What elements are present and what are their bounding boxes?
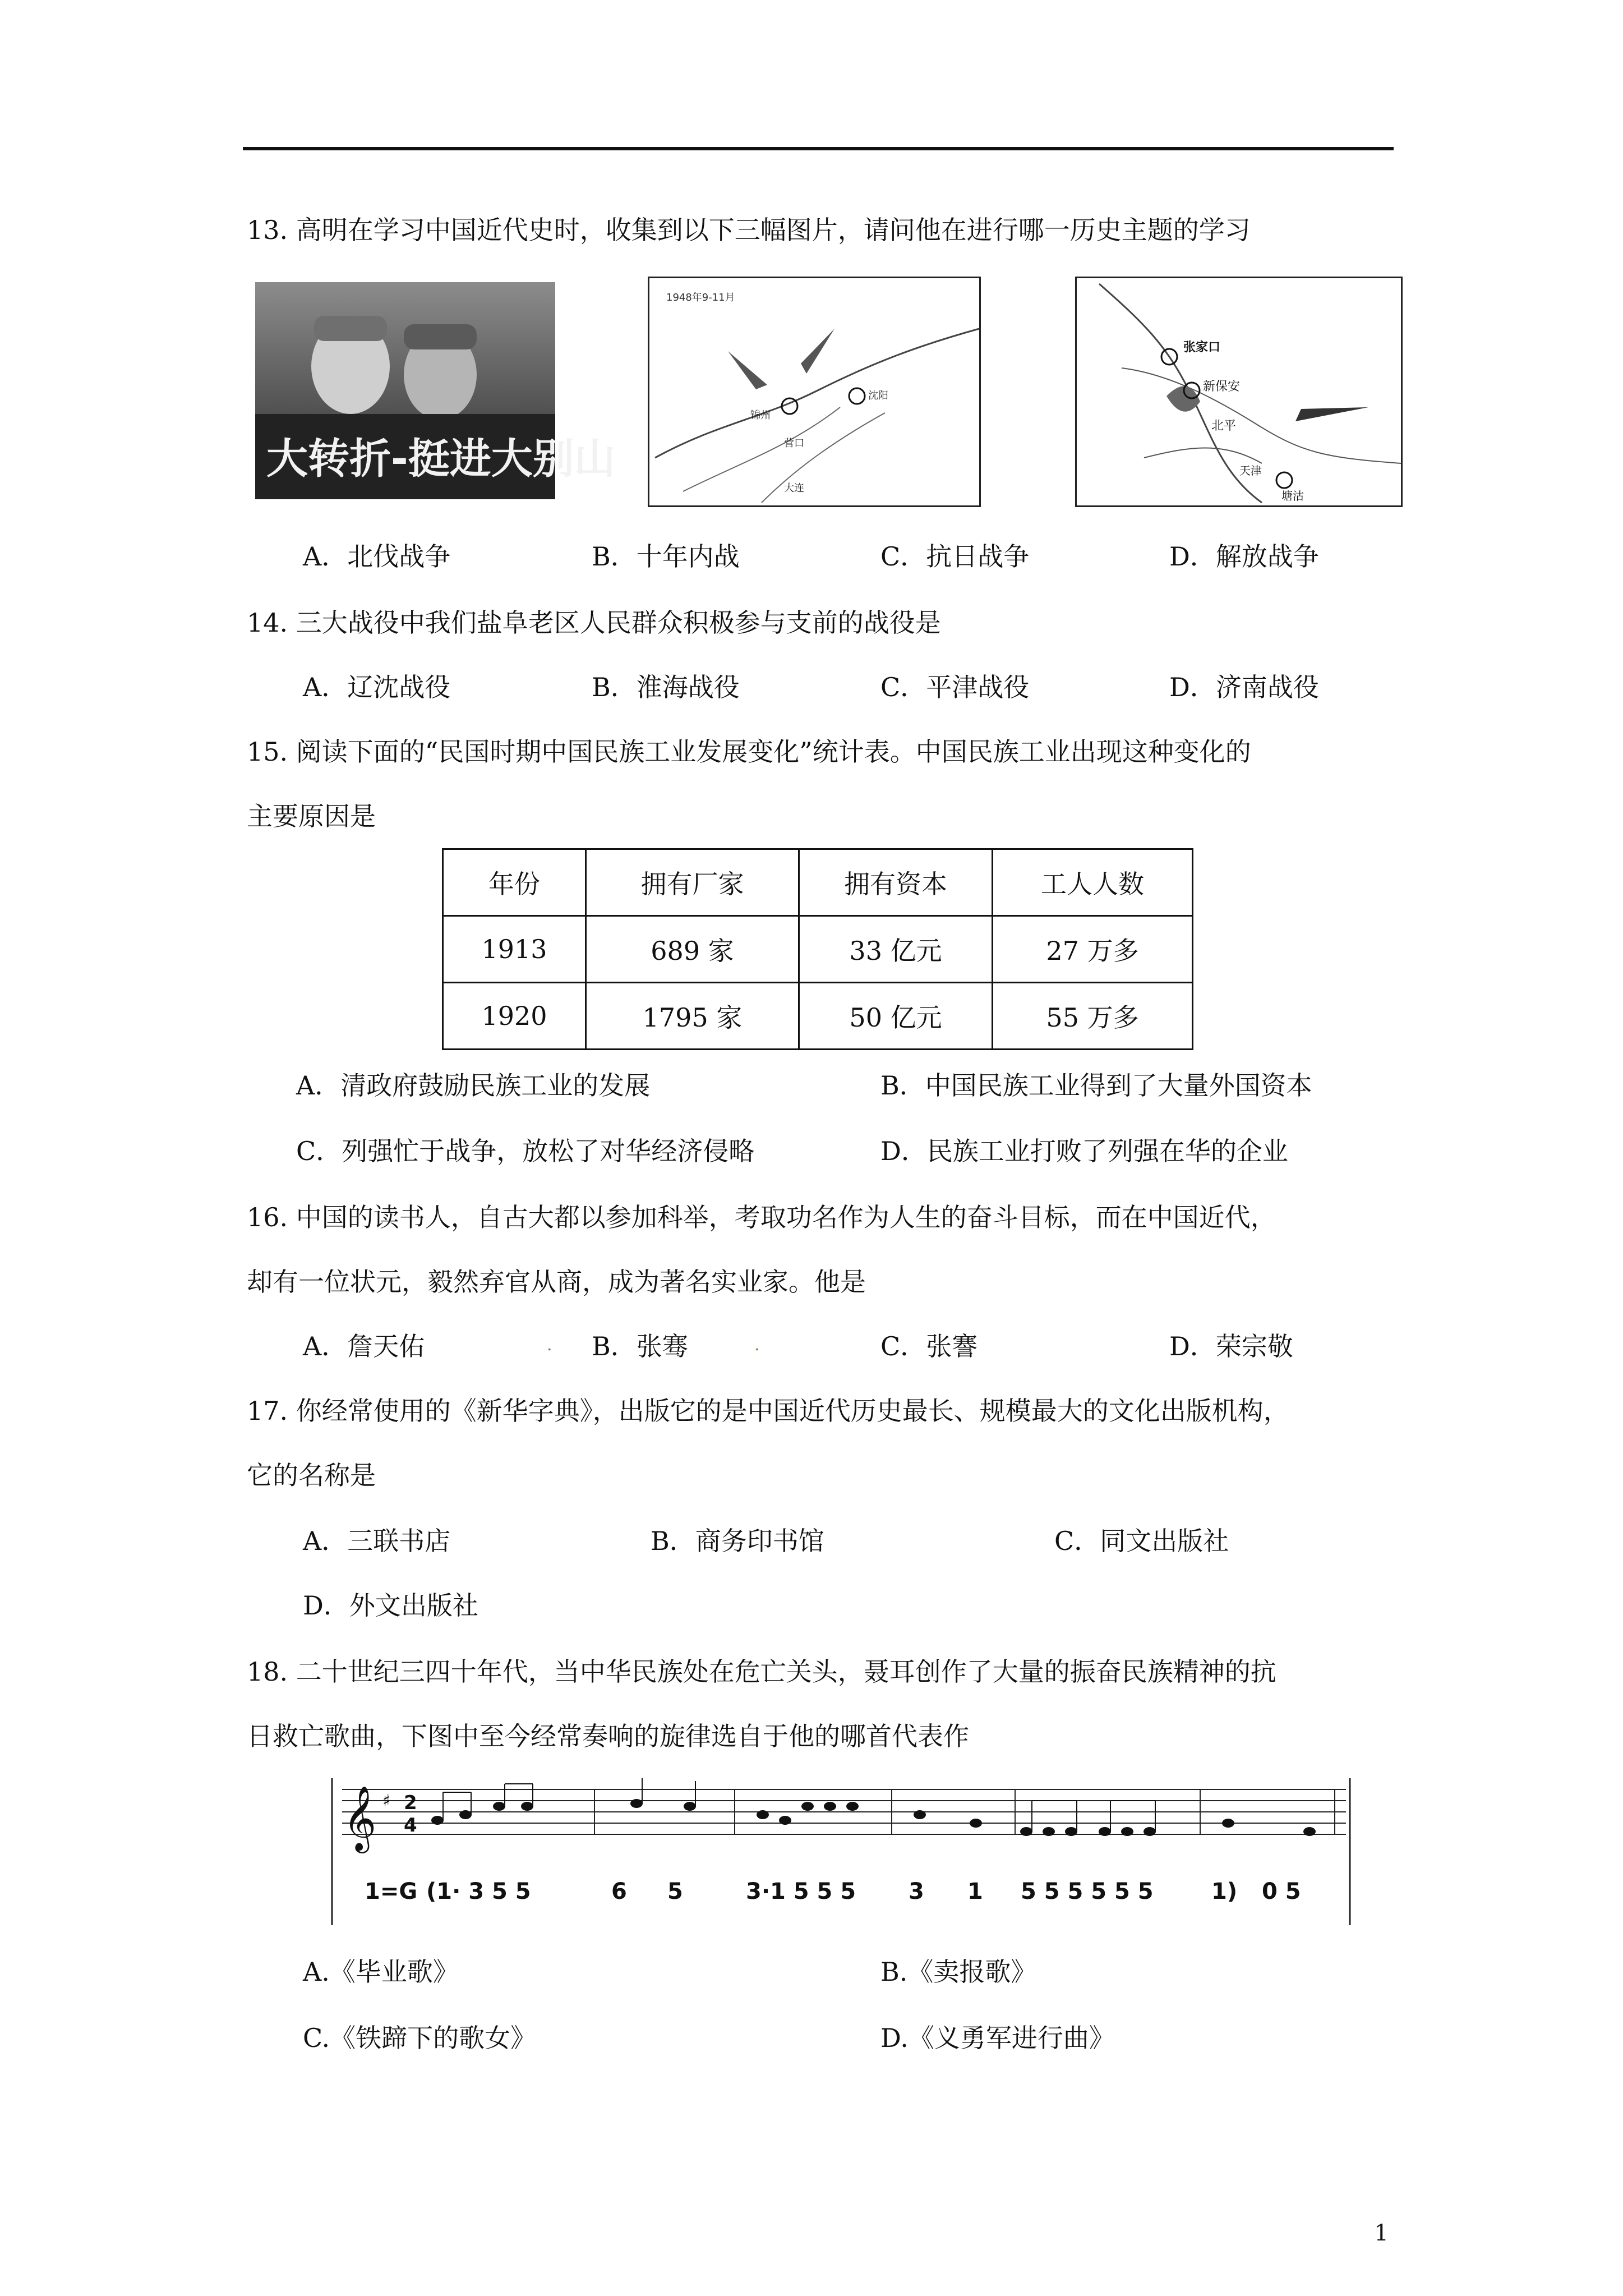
- q18-option-c[interactable]: C.《铁蹄下的歌女》: [303, 2023, 537, 2053]
- table-cell: 55 万多: [993, 983, 1193, 1050]
- svg-text:1948年9-11月: 1948年9-11月: [666, 292, 735, 303]
- q18-stem-line2: 日救亡歌曲，下图中至今经常奏响的旋律选自于他的哪首代表作: [247, 1721, 969, 1751]
- svg-text:♯: ♯: [382, 1791, 391, 1811]
- q18-option-d[interactable]: D.《义勇军进行曲》: [880, 2023, 1115, 2053]
- q16-stem-line2: 却有一位状元，毅然弃官从商，成为著名实业家。他是: [247, 1267, 866, 1297]
- header-rule: [243, 147, 1394, 150]
- q14-option-b[interactable]: B．淮海战役: [592, 672, 740, 702]
- q15-stem-line2: 主要原因是: [247, 801, 376, 831]
- table-header-row: [443, 849, 1193, 916]
- q15-option-b[interactable]: B．中国民族工业得到了大量外国资本: [880, 1070, 1312, 1101]
- q15-option-d[interactable]: D．民族工业打败了列强在华的企业: [880, 1136, 1288, 1166]
- q17-stem-line1: 17. 你经常使用的《新华字典》，出版它的是中国近代历史最长、规模最大的文化出版机构，: [247, 1396, 1289, 1426]
- pingjin-campaign-map: [1075, 277, 1403, 507]
- q14-option-d[interactable]: D．济南战役: [1169, 672, 1319, 702]
- notation-group: 6: [611, 1879, 627, 1904]
- notation-group: 5 5 5 5 5 5: [1021, 1879, 1154, 1904]
- q16-option-a[interactable]: A．詹天佑: [303, 1331, 425, 1361]
- q14-option-a[interactable]: A．辽沈战役: [303, 672, 451, 702]
- sheet-music-excerpt: [331, 1778, 1352, 1925]
- svg-text:塘沽: 塘沽: [1281, 489, 1304, 503]
- q13-option-a[interactable]: A．北伐战争: [303, 541, 451, 572]
- table-header-cell: 拥有厂家: [586, 849, 799, 916]
- q13-option-d[interactable]: D．解放战争: [1169, 541, 1319, 572]
- q15-option-a[interactable]: A．清政府鼓励民族工业的发展: [296, 1070, 651, 1101]
- svg-text:锦州: 锦州: [750, 409, 771, 421]
- svg-text:张家口: 张家口: [1183, 341, 1221, 355]
- stray-mark: .: [547, 1335, 552, 1355]
- svg-text:大连: 大连: [784, 482, 804, 494]
- liaoshen-campaign-map: [648, 277, 981, 507]
- notation-group: (1· 3 5 5: [426, 1879, 531, 1904]
- svg-text:北平: 北平: [1211, 419, 1237, 433]
- treble-clef-icon: 𝄞: [343, 1785, 377, 1851]
- industry-stats-table: [442, 848, 1193, 1050]
- table-cell: 1795 家: [586, 983, 799, 1050]
- q18-option-b[interactable]: B.《卖报歌》: [880, 1957, 1037, 1987]
- q17-option-b[interactable]: B．商务印书馆: [651, 1526, 824, 1556]
- svg-text:新保安: 新保安: [1203, 380, 1241, 394]
- q17-option-c[interactable]: C．同文出版社: [1054, 1526, 1229, 1556]
- q14-stem: 14. 三大战役中我们盐阜老区人民群众积极参与支前的战役是: [247, 608, 941, 638]
- table-cell: 1920: [443, 983, 586, 1050]
- svg-text:营口: 营口: [784, 438, 804, 449]
- q16-option-d[interactable]: D．荣宗敬: [1169, 1331, 1293, 1361]
- table-cell: 689 家: [586, 916, 799, 983]
- notation-group: 3: [909, 1879, 924, 1904]
- svg-text:天津: 天津: [1239, 464, 1262, 477]
- table-cell: 33 亿元: [799, 916, 993, 983]
- table-header-cell: 拥有资本: [799, 849, 993, 916]
- movie-poster-image: [255, 282, 616, 499]
- q17-option-d[interactable]: D．外文出版社: [303, 1590, 478, 1621]
- q13-option-c[interactable]: C．抗日战争: [880, 541, 1030, 572]
- q18-option-a[interactable]: A.《毕业歌》: [303, 1957, 459, 1987]
- q15-option-c[interactable]: C．列强忙于战争，放松了对华经济侵略: [296, 1136, 755, 1166]
- notation-group: 0 5: [1262, 1879, 1301, 1904]
- q16-stem-line1: 16. 中国的读书人，自古大都以参加科举，考取功名作为人生的奋斗目标，而在中国近代，: [247, 1202, 1276, 1232]
- svg-text:2: 2: [404, 1792, 417, 1814]
- q13-option-b[interactable]: B．十年内战: [592, 541, 740, 572]
- page-number: 1: [1374, 2220, 1389, 2246]
- notation-group: 3·1 5 5 5: [746, 1879, 856, 1904]
- q18-stem-line1: 18. 二十世纪三四十年代，当中华民族处在危亡关头，聂耳创作了大量的振奋民族精神的抗: [247, 1657, 1276, 1687]
- table-cell: 27 万多: [993, 916, 1193, 983]
- q17-option-a[interactable]: A．三联书店: [303, 1526, 451, 1556]
- q16-option-c[interactable]: C．张謇: [880, 1331, 978, 1361]
- stray-mark: .: [754, 1335, 760, 1355]
- table-cell: 50 亿元: [799, 983, 993, 1050]
- table-row: [443, 916, 1193, 983]
- notation-group: 1: [967, 1879, 983, 1904]
- q16-option-b[interactable]: B．张骞: [592, 1331, 688, 1361]
- table-cell: 1913: [443, 916, 586, 983]
- q13-stem: 13. 高明在学习中国近代史时，收集到以下三幅图片，请问他在进行哪一历史主题的学习: [247, 215, 1251, 245]
- poster-caption: 大转折-挺进大别山: [266, 435, 616, 483]
- svg-text:4: 4: [404, 1814, 417, 1837]
- table-row: [443, 983, 1193, 1050]
- table-header-cell: 工人人数: [993, 849, 1193, 916]
- q15-stem-line1: 15. 阅读下面的“民国时期中国民族工业发展变化”统计表。中国民族工业出现这种变化的: [247, 737, 1251, 767]
- table-header-cell: 年份: [443, 849, 586, 916]
- notation-group: 5: [667, 1879, 683, 1904]
- notation-group: 1): [1211, 1879, 1238, 1904]
- svg-text:沈阳: 沈阳: [868, 390, 888, 402]
- q14-option-c[interactable]: C．平津战役: [880, 672, 1030, 702]
- q17-stem-line2: 它的名称是: [247, 1460, 376, 1490]
- key-signature-label: 1=G: [365, 1879, 418, 1904]
